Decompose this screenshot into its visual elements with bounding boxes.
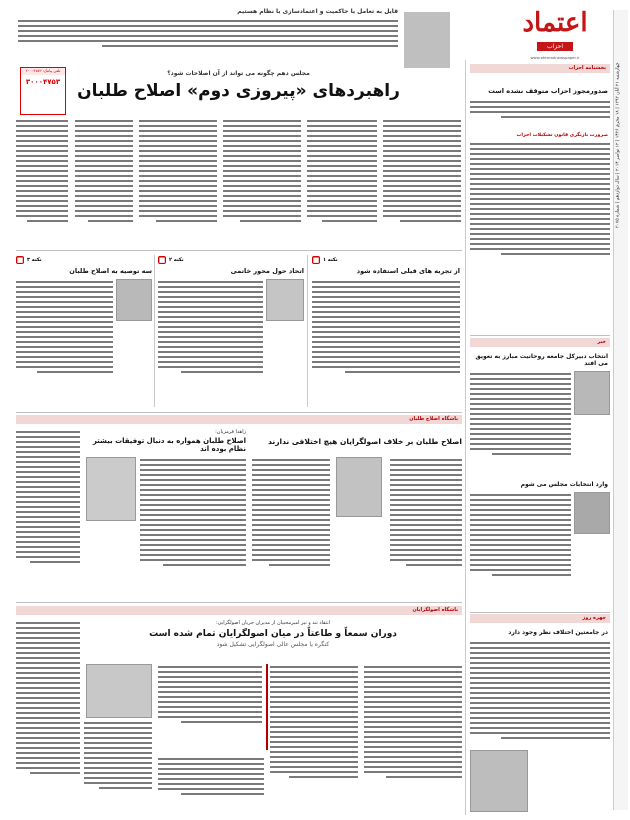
sidebar-block-2 <box>470 338 610 608</box>
photo-cleric <box>574 371 610 415</box>
badge <box>20 67 66 115</box>
point-3 <box>16 256 152 406</box>
badge-number: ۳۰۰۰۴۷۵۳ <box>25 77 61 86</box>
mid-section-title: باشگاه اصلاح طلبان <box>16 415 462 424</box>
masthead-subtitle: احزاب <box>537 42 573 51</box>
sidebar-text-2 <box>470 141 610 289</box>
point-2 <box>158 256 304 406</box>
mid-article-1 <box>252 429 462 595</box>
bottom-subhead: کنگره یا مجلس عالی اصولگرایی تشکیل شود <box>216 641 330 648</box>
top-story-columns <box>16 118 461 244</box>
mid-kicker-2: زاهدا فرمزیان: <box>215 429 246 435</box>
mid-headline-2: اصلاح طلبان همواره به دنبال توفیقات بیشتر نظام بوده اند <box>92 437 246 453</box>
bottom-kicker: انتقاد تند و تیز امیرمحبیان از مدیران جریان اصولگرایی: <box>216 620 330 626</box>
sidebar-section-2: خبر <box>470 338 610 347</box>
sidebar-headline-2: ضرورت بازنگری قانون تشکیلات احزاب <box>516 133 608 138</box>
top-kicker: مجلس دهم چگونه می تواند از آن اصلاحات شود؟ <box>167 70 310 77</box>
photo-young-man <box>336 457 382 517</box>
mid-article-2 <box>86 429 246 595</box>
point-1-label: نکته ۱ <box>323 257 338 263</box>
date-line: چهارشنبه ۲۱ آبان ۱۳۹۳ | ۱۸ محرم ۱۴۳۶ | ۱۲ نوامبر ۲۰۱۴ | سال دوازدهم | شماره ۳۰۷۵ <box>615 62 621 228</box>
photo-man <box>574 492 610 534</box>
point-marker-icon: ■ <box>158 256 166 264</box>
sidebar-headline-5: در جامعتین اختلاف نظر وجود دارد <box>508 629 608 636</box>
point-2-headline: اتحاد حول محور خاتمی <box>230 267 304 275</box>
quote-text: قایل به تعامل با حاکمیت و اعتمادسازی با نظام هستیم <box>237 8 398 15</box>
photo-old-man <box>470 750 528 812</box>
sidebar-headline-4: وارد انتخابات مجلس می شوم <box>520 481 608 488</box>
sidebar-block-3 <box>470 614 610 814</box>
sidebar-block-1 <box>470 64 610 282</box>
mid-headline-1: اصلاح طلبان بر خلاف اصولگرایان هیچ اختلافی ندارند <box>268 437 462 446</box>
badge-text: تلفن پیامک: ۳۰۰۰۴۷۵۳ <box>21 68 65 75</box>
point-marker-icon: ■ <box>312 256 320 264</box>
point-2-label: نکته ۲ <box>169 257 184 263</box>
sidebar-section-3: چهره روز <box>470 614 610 623</box>
point-3-headline: سه توصیه به اصلاح طلبان <box>69 267 152 275</box>
point-3-label: نکته ۳ <box>27 257 42 263</box>
sidebar-headline-1: صدورمجوز احزاب متوقف نشده است <box>488 87 608 95</box>
point-1-headline: از تجربه های قبلی استفاده شود <box>356 267 460 275</box>
sidebar-headline-3: انتخاب دبیرکل جامعه روحانیت مبارز به تعویق می افتد <box>475 353 608 367</box>
point-marker-icon: ■ <box>16 256 24 264</box>
point-1 <box>312 256 460 406</box>
sidebar-text-1 <box>470 99 610 131</box>
masthead-logo: اعتماد <box>522 8 588 38</box>
photo-point3 <box>116 279 152 321</box>
photo-mohebbian <box>86 664 152 718</box>
bottom-headline: دوران سمعاً و طاعتاً در میان اصولگرایان تمام شده است <box>149 629 397 639</box>
date-strip <box>613 10 628 810</box>
bottom-article <box>84 620 462 814</box>
masthead <box>500 6 610 64</box>
top-quote <box>16 6 450 66</box>
mid-section <box>16 415 462 595</box>
photo-khatami <box>266 279 304 321</box>
bottom-section <box>16 606 462 814</box>
masthead-url: www.etemadnewspaper.ir <box>530 55 580 60</box>
top-headline: راهبردهای «پیروزی دوم» اصلاح طلبان <box>77 81 400 101</box>
photo-quote <box>404 12 450 68</box>
sidebar-section-1: بخشنامه احزاب <box>470 64 610 73</box>
bottom-pullquote <box>158 664 268 750</box>
top-story-headline-area <box>16 67 461 115</box>
bottom-section-title: باشگاه اصولگرایان <box>16 606 462 615</box>
photo-woman <box>86 457 136 521</box>
